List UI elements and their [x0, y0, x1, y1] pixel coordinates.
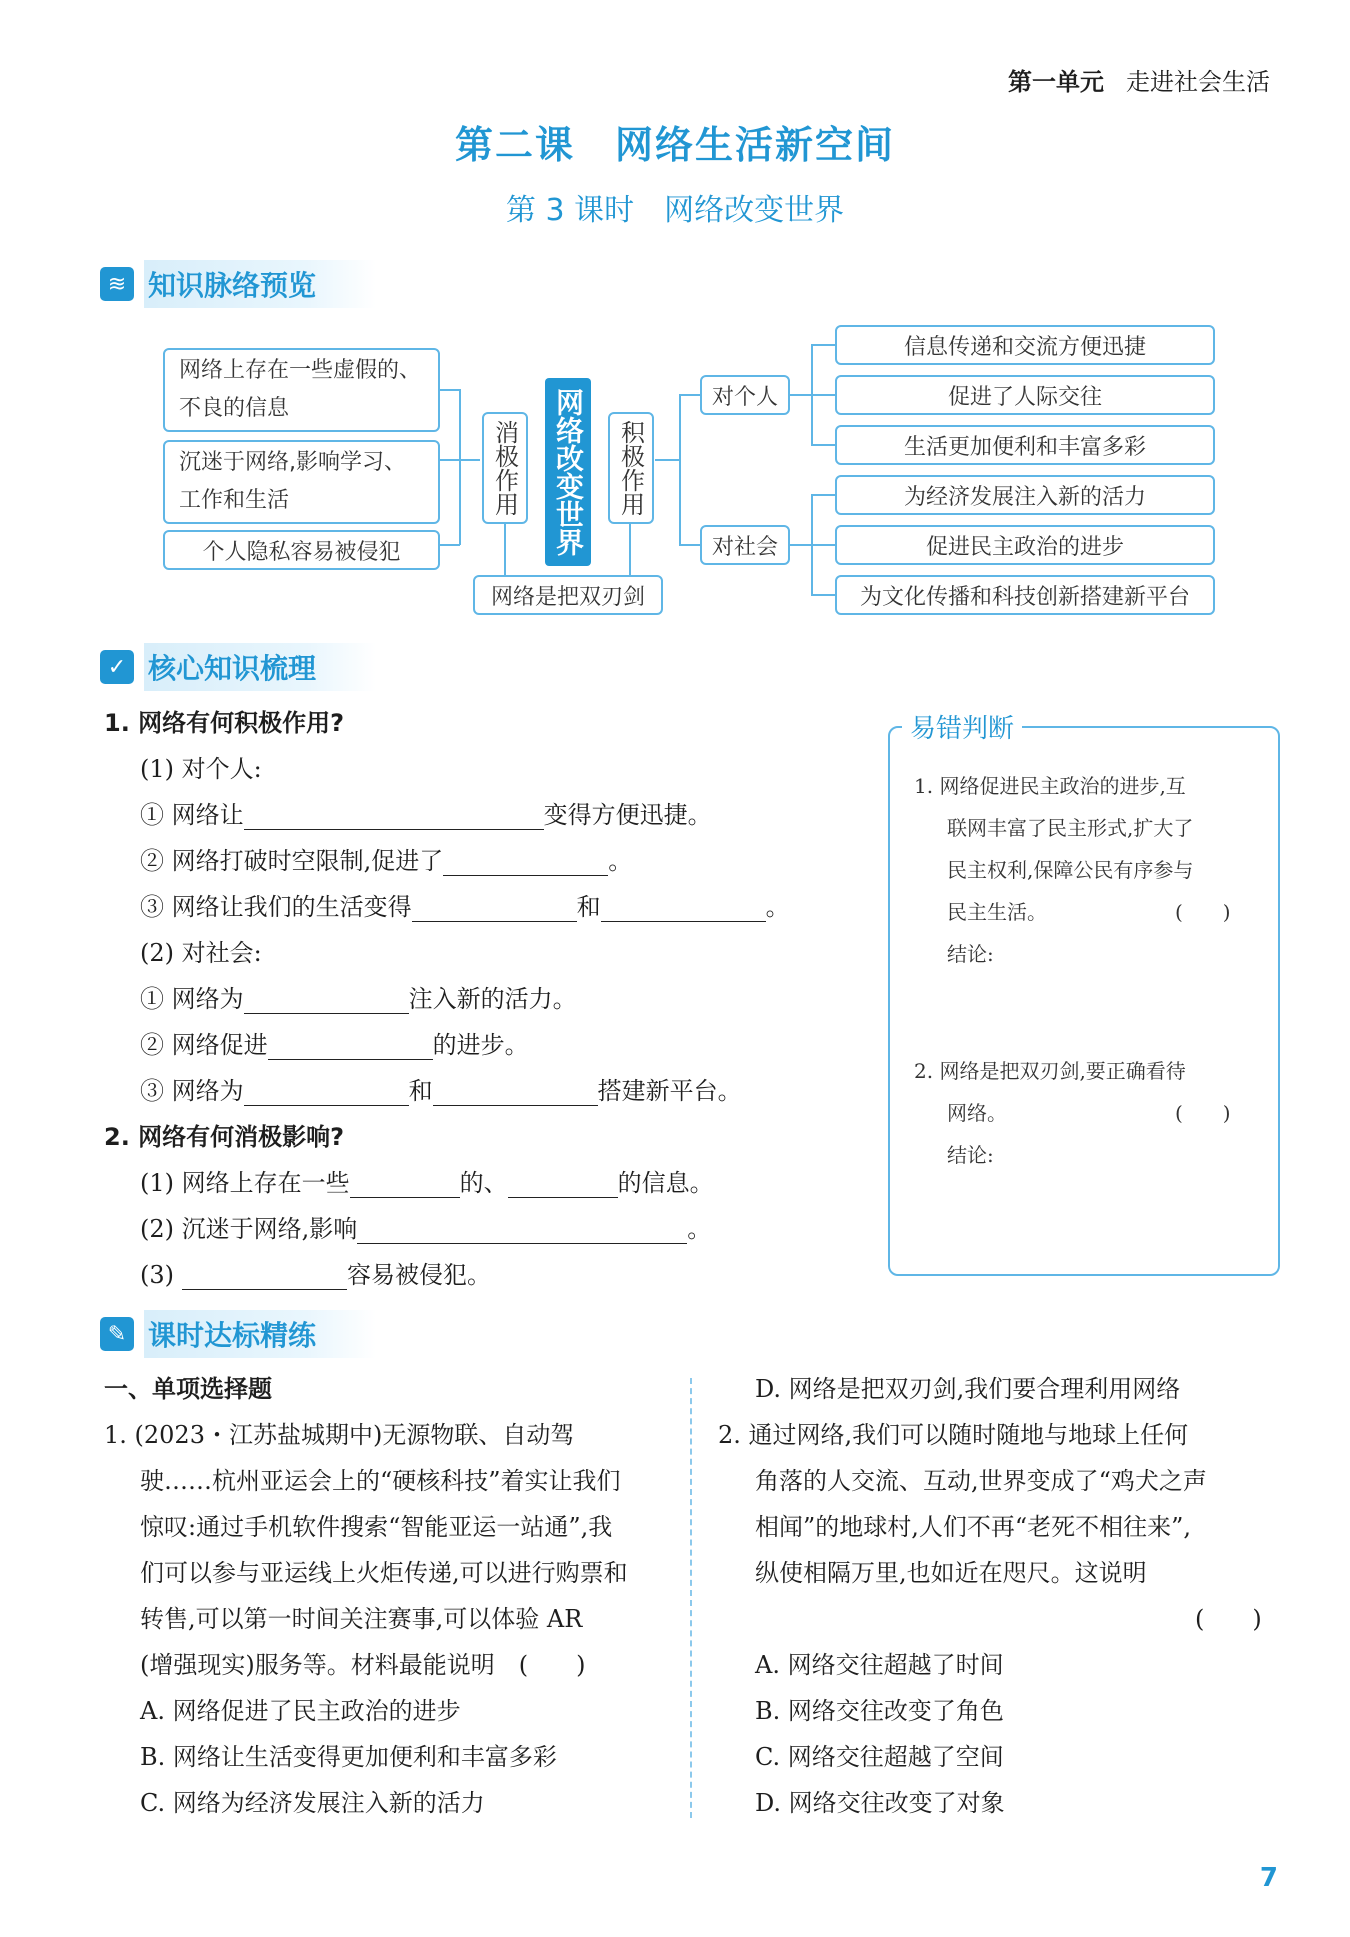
individual-item: 生活更加便利和丰富多彩: [835, 425, 1215, 465]
negative-item: 个人隐私容易被侵犯: [163, 530, 440, 570]
question-line: 2. 通过网络,我们可以随时随地与地球上任何: [718, 1421, 1189, 1449]
option-c[interactable]: C. 网络交往超越了空间: [755, 1743, 1004, 1771]
text: 的信息。: [617, 1169, 714, 1197]
option-d[interactable]: D. 网络是把双刃剑,我们要合理利用网络: [755, 1375, 1181, 1403]
text: 搭建新平台。: [597, 1077, 742, 1105]
answer-blank[interactable]: [244, 1079, 409, 1106]
answer-blank[interactable]: [268, 1033, 433, 1060]
negative-item: 网络上存在一些虚假的、 不良的信息: [163, 348, 440, 432]
fill-line: [140, 1071, 742, 1106]
question-line: 角落的人交流、互动,世界变成了“鸡犬之声: [755, 1467, 1207, 1495]
conclusion-label: 结论:: [947, 1143, 994, 1167]
unit-number: 第一单元: [1008, 68, 1104, 96]
individual-label: 对个人: [700, 375, 790, 415]
question-line: 纵使相隔万里,也如近在咫尺。这说明: [755, 1559, 1147, 1587]
text: ① 网络为: [140, 985, 244, 1013]
text: 。: [687, 1215, 712, 1243]
section-core-title: 核心知识梳理: [144, 643, 376, 691]
judgment-line: 2. 网络是把双刃剑,要正确看待: [914, 1059, 1186, 1083]
fill-line: [140, 841, 632, 876]
answer-paren[interactable]: ( ): [1175, 1101, 1231, 1125]
option-b[interactable]: B. 网络交往改变了角色: [755, 1697, 1004, 1725]
text: 的、: [459, 1169, 508, 1197]
mindmap-center: 网络改变世界: [545, 378, 591, 566]
core-subheading: (2) 对社会:: [140, 939, 262, 967]
judgment-line: 1. 网络促进民主政治的进步,互: [914, 774, 1186, 798]
section-practice-header: [100, 1312, 376, 1356]
core-question-2: 2. 网络有何消极影响?: [104, 1123, 345, 1151]
text: ③ 网络让我们的生活变得: [140, 893, 412, 921]
text: (2) 沉迷于网络,影响: [140, 1215, 358, 1243]
text: 和: [408, 1077, 433, 1105]
section-preview-title: 知识脉络预览: [144, 260, 376, 308]
book-stack-icon: ≋: [100, 267, 134, 301]
fill-line: [140, 979, 577, 1014]
pencil-icon: ✎: [100, 1317, 134, 1351]
society-item: 为文化传播和科技创新搭建新平台: [835, 575, 1215, 615]
judgment-line: 联网丰富了民主形式,扩大了: [947, 816, 1194, 840]
option-a[interactable]: A. 网络促进了民主政治的进步: [140, 1697, 461, 1725]
society-item: 为经济发展注入新的活力: [835, 475, 1215, 515]
answer-blank[interactable]: [412, 895, 577, 922]
question-line: 们可以参与亚运线上火炬传递,可以进行购票和: [140, 1559, 628, 1587]
fill-line: [140, 1025, 529, 1060]
society-item: 促进民主政治的进步: [835, 525, 1215, 565]
option-b[interactable]: B. 网络让生活变得更加便利和丰富多彩: [140, 1743, 557, 1771]
core-question-1: 1. 网络有何积极作用?: [104, 709, 345, 737]
fill-line: [140, 1209, 711, 1244]
answer-blank[interactable]: [244, 803, 544, 830]
judgment-line: 民主权利,保障公民有序参与: [947, 858, 1194, 882]
text: 容易被侵犯。: [347, 1261, 491, 1289]
text: (3): [140, 1261, 174, 1289]
text: (1) 网络上存在一些: [140, 1169, 350, 1197]
answer-paren[interactable]: ( ): [1175, 900, 1231, 924]
answer-blank[interactable]: [508, 1171, 618, 1198]
text: ① 网络让: [140, 801, 244, 829]
negative-role-label: 消极作用: [482, 412, 528, 524]
option-d[interactable]: D. 网络交往改变了对象: [755, 1789, 1005, 1817]
text: 的进步。: [432, 1031, 529, 1059]
text: ③ 网络为: [140, 1077, 244, 1105]
lesson-title: 第二课 网络生活新空间: [454, 123, 895, 167]
unit-name: 走进社会生活: [1126, 68, 1270, 96]
column-divider: [690, 1378, 692, 1818]
individual-item: 促进了人际交往: [835, 375, 1215, 415]
section-core-header: [100, 645, 376, 689]
text: 和: [576, 893, 601, 921]
text: 变得方便迅捷。: [543, 801, 712, 829]
question-line: 相闻”的地球村,人们不再“老死不相往来”,: [755, 1513, 1192, 1541]
answer-paren[interactable]: ( ): [1195, 1605, 1262, 1633]
answer-blank[interactable]: [601, 895, 766, 922]
checkbox-icon: ✓: [100, 650, 134, 684]
question-line: 惊叹:通过手机软件搜索“智能亚运一站通”,我: [140, 1513, 613, 1541]
page-number: 7: [1259, 1863, 1278, 1893]
text: 注入新的活力。: [408, 985, 577, 1013]
section-practice-title: 课时达标精练: [144, 1310, 376, 1358]
text: ② 网络促进: [140, 1031, 268, 1059]
error-judgment-title: 易错判断: [902, 708, 1022, 745]
society-label: 对社会: [700, 525, 790, 565]
conclusion-label: 结论:: [947, 942, 994, 966]
fill-line: [140, 1255, 491, 1290]
question-line: (增强现实)服务等。材料最能说明 ( ): [140, 1651, 586, 1679]
mindmap-conclusion: 网络是把双刃剑: [473, 575, 663, 615]
question-line: 1. (2023・江苏盐城期中)无源物联、自动驾: [104, 1421, 575, 1449]
option-c[interactable]: C. 网络为经济发展注入新的活力: [140, 1789, 485, 1817]
answer-blank[interactable]: [357, 1217, 687, 1244]
question-line: 驶……杭州亚运会上的“硬核科技”着实让我们: [140, 1467, 621, 1495]
fill-line: [140, 795, 712, 830]
positive-role-label: 积极作用: [608, 412, 654, 524]
answer-blank[interactable]: [350, 1171, 460, 1198]
judgment-line: 民主生活。: [947, 900, 1047, 924]
option-a[interactable]: A. 网络交往超越了时间: [755, 1651, 1004, 1679]
practice-section-title: 一、单项选择题: [104, 1375, 272, 1403]
negative-item: 沉迷于网络,影响学习、 工作和生活: [163, 440, 440, 524]
answer-blank[interactable]: [244, 987, 409, 1014]
text: 。: [608, 847, 633, 875]
fill-line: [140, 887, 790, 922]
text: ② 网络打破时空限制,促进了: [140, 847, 444, 875]
period-title: 第 3 课时 网络改变世界: [505, 193, 845, 228]
judgment-line: 网络。: [947, 1101, 1007, 1125]
answer-blank[interactable]: [443, 849, 608, 876]
text: 。: [765, 893, 790, 921]
answer-blank[interactable]: [182, 1263, 347, 1290]
core-subheading: (1) 对个人:: [140, 755, 262, 783]
question-line: 转售,可以第一时间关注赛事,可以体验 AR: [140, 1605, 583, 1633]
individual-item: 信息传递和交流方便迅捷: [835, 325, 1215, 365]
answer-blank[interactable]: [433, 1079, 598, 1106]
fill-line: [140, 1163, 714, 1198]
